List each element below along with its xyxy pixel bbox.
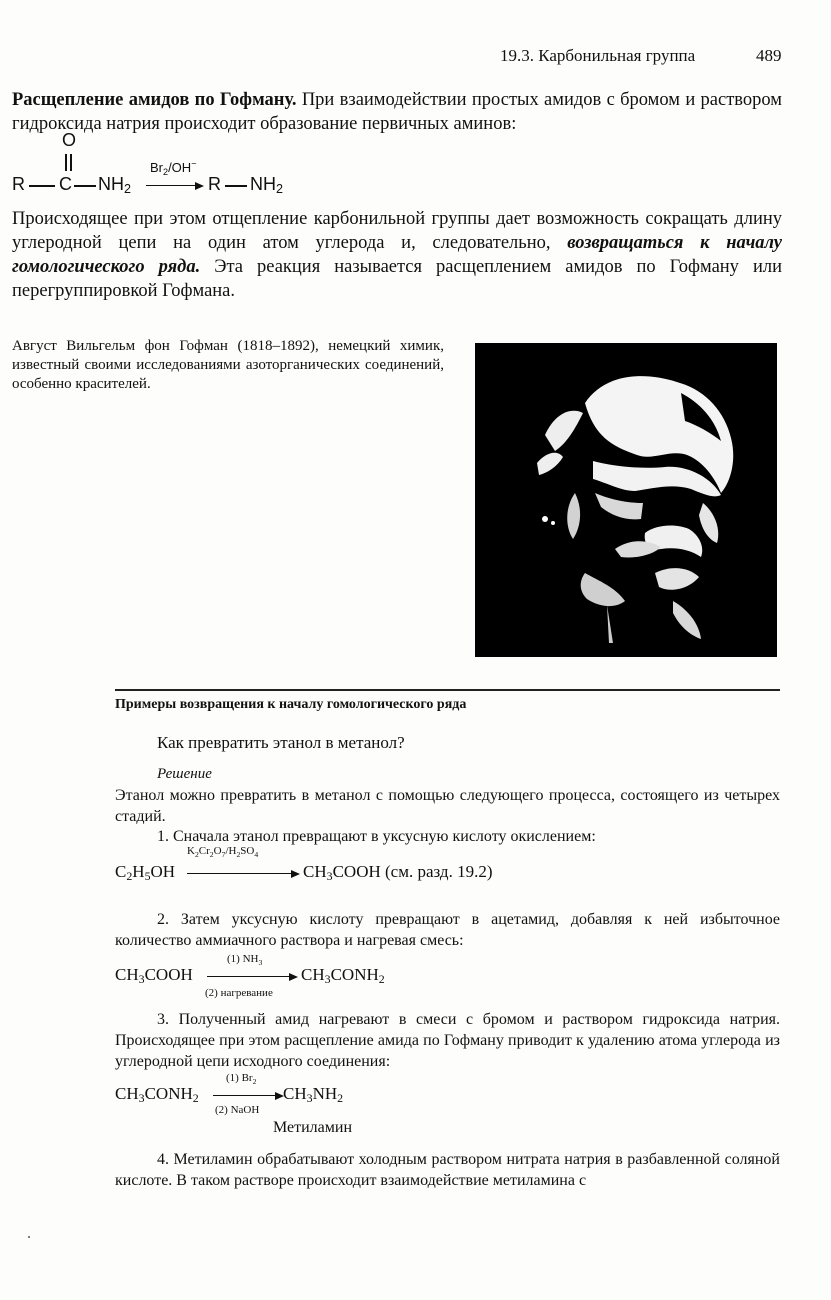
step-2-condition-2: (2) нагревание	[205, 987, 273, 999]
bond-c-n	[74, 185, 96, 187]
emphasis-text: возвращаться к началу гомологического ряда.	[12, 233, 782, 277]
acetamide-formula: $CH_3CONH_2$	[301, 965, 385, 986]
reaction-arrow-head	[195, 182, 204, 190]
reactant-amine-group: $NH_2$	[98, 174, 132, 196]
bond-r-c	[29, 185, 55, 187]
intro-paragraph	[12, 88, 782, 136]
scan-speck	[28, 1236, 30, 1238]
product-r: R	[208, 174, 221, 194]
solution-label: Решение	[157, 766, 212, 782]
step-3-text: 3. Полученный амид нагревают в смеси с бромом и раствором гидроксида натрия. Происходящее при этом расщепление амида по Гофману приводит к удалению атома углерода из углеродной цепи исходного соединения:	[115, 1011, 780, 1070]
solution-intro: Этанол можно превратить в метанол с помощью следующего процесса, состоящего из четырех стадий.	[115, 787, 780, 825]
product-amine-group: $NH_2$	[250, 174, 284, 196]
ethanol-formula: $C_2H_5OH$	[115, 862, 176, 883]
acetamide-reactant: $CH_3CONH_2$	[115, 1084, 199, 1105]
intro-title: Расщепление амидов по Гофману.	[12, 90, 297, 110]
step-3-equation	[115, 1072, 715, 1142]
step-1-text: 1. Сначала этанол превращают в уксусную кислоту окислением:	[157, 828, 596, 845]
portrait-image	[475, 343, 777, 657]
step-1-arrow	[187, 873, 293, 874]
methylamine-label: Метиламин	[273, 1119, 353, 1136]
acetic-acid-formula: $CH_3COOH$ (см. разд. 19.2)	[303, 862, 493, 883]
step-1-arrow-head	[291, 870, 300, 878]
step-1-reagent: $K_2Cr_2O_7/H_2SO_4$	[187, 845, 259, 859]
carbonyl-carbon: C	[59, 174, 72, 194]
explanation-paragraph: Происходящее при этом отщепление карбонильной группы дает возможность сокращать длину углеродной цепи на один атом углерода и, следовательно, возвращаться к началу гомологического ряда. Эта реакция называется расщеплением амидов по Гофману или перегруппировкой Гофмана.	[12, 209, 782, 301]
intro-text: При взаимодействии простых амидов с бромом и раствором гидроксида натрия происходит образование первичных аминов:	[12, 90, 783, 134]
general-reaction	[12, 130, 312, 198]
step-2-arrow	[207, 976, 291, 977]
running-header-section: 19.3. Карбонильная группа	[500, 46, 696, 65]
step-2-text: 2. Затем уксусную кислоту превращают в ацетамид, добавляя к ней избыточное количество аммиачного раствора и нагревая смесь:	[115, 911, 780, 949]
step-3-arrow	[213, 1095, 277, 1096]
reaction-arrow	[146, 185, 198, 186]
bond-r-n	[225, 185, 247, 187]
examples-title: Примеры возвращения к началу гомологического ряда	[115, 697, 467, 712]
example-question: Как превратить этанол в метанол?	[157, 733, 405, 752]
step-4-text: 4. Метиламин обрабатывают холодным раствором нитрата натрия в разбавленной соляной кислоте. В таком растворе происходит взаимодействие метиламина с	[115, 1151, 780, 1189]
portrait-caption: Август Вильгельм фон Гофман (1818–1892), немецкий химик, известный своими исследованиями азоторганических соединений, особенно красителей.	[12, 338, 444, 392]
carbonyl-oxygen: O	[62, 130, 77, 150]
double-bond-line-1	[65, 154, 67, 171]
step-2-condition-1: (1) $NH_3$	[227, 953, 263, 967]
methylamine-formula: $CH_3NH_2$	[283, 1084, 344, 1105]
double-bond-line-2	[70, 154, 72, 171]
step-3-condition-1: (1) $Br_2$	[226, 1072, 257, 1086]
page-number: 489	[756, 46, 782, 65]
step-3-condition-2: (2) NaOH	[215, 1104, 260, 1116]
reactant-r: R	[12, 174, 25, 194]
section-rule	[115, 689, 780, 691]
hofmann-portrait	[475, 343, 777, 657]
reaction-reagent: $Br_2/OH^-$	[150, 158, 197, 177]
acetic-acid-reactant: $CH_3COOH$	[115, 965, 193, 986]
step-2-arrow-head	[289, 973, 298, 981]
step-1-equation	[115, 845, 715, 885]
step-2-equation	[115, 953, 715, 1003]
